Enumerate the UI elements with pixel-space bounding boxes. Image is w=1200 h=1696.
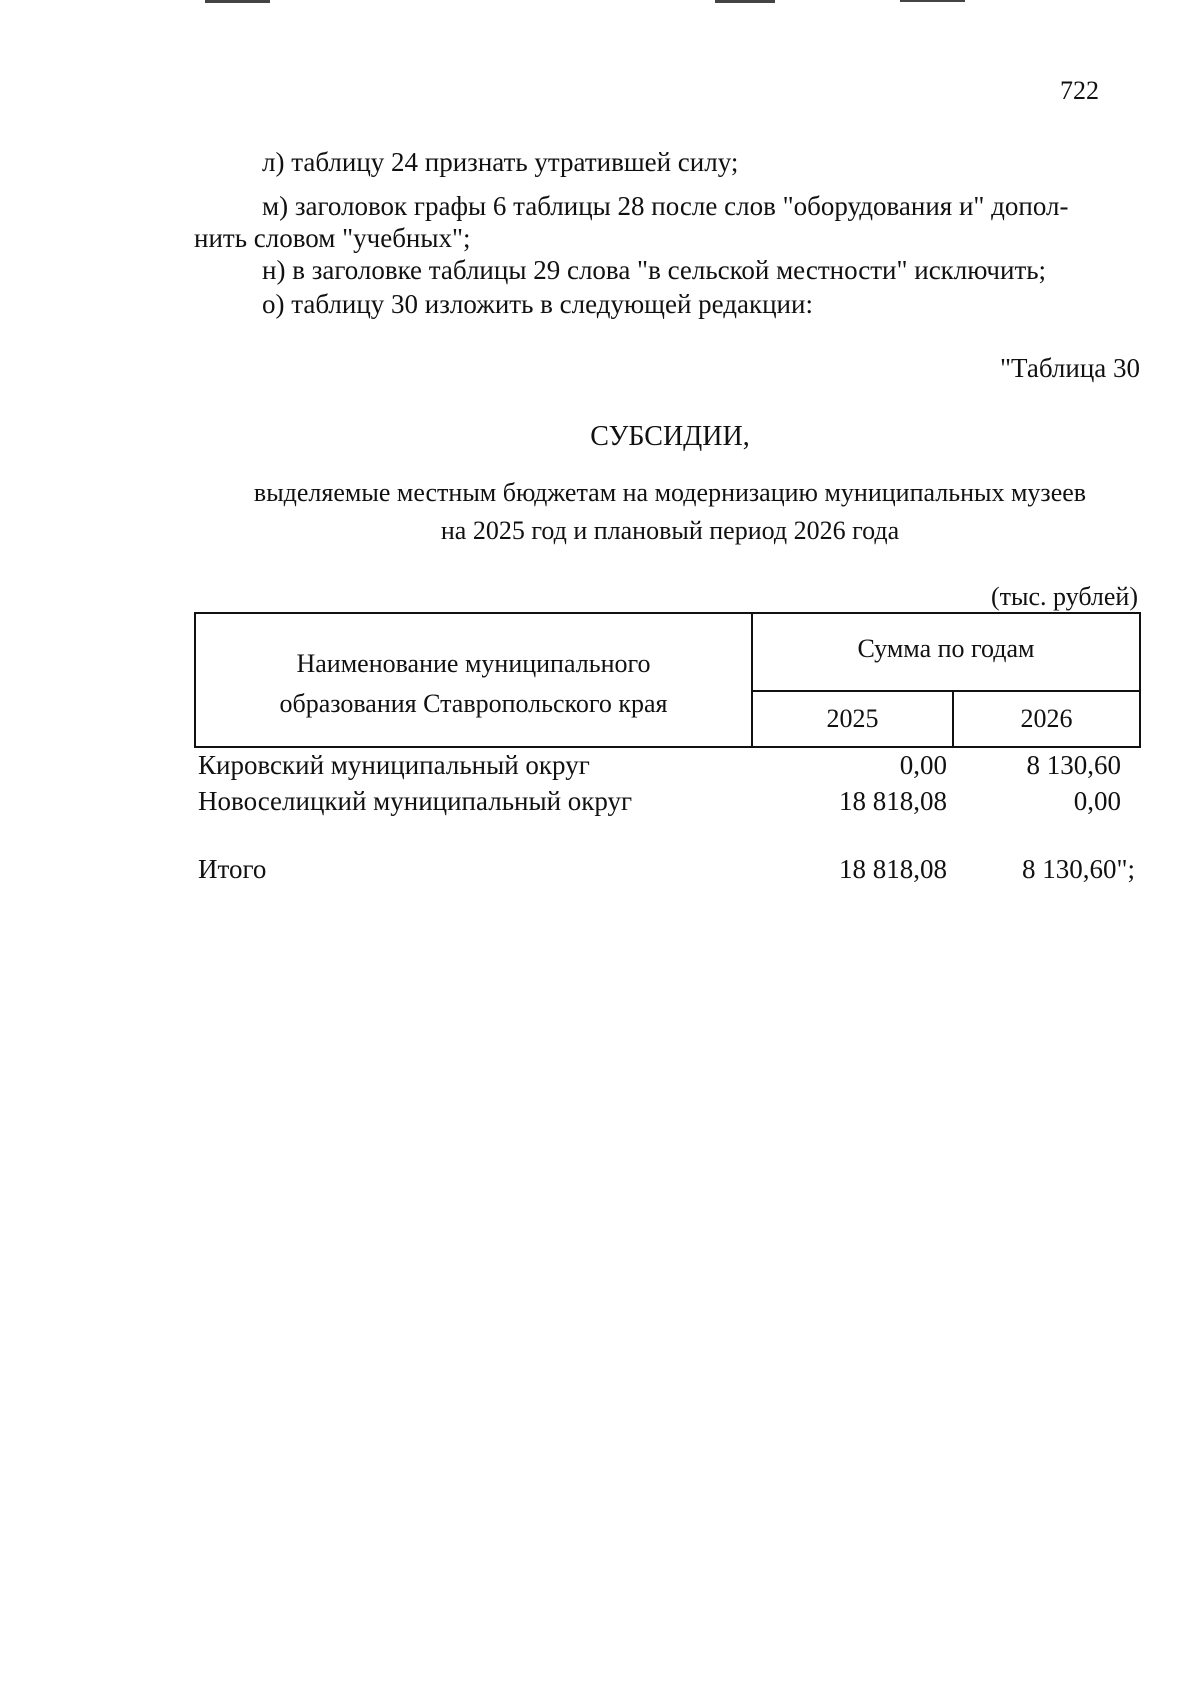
row-municipality: Кировский муниципальный округ bbox=[198, 750, 590, 780]
table-row bbox=[194, 786, 1141, 822]
paragraph-o: о) таблицу 30 изложить в следующей редакции: bbox=[262, 289, 813, 319]
total-value-2025: 18 818,08 bbox=[839, 854, 947, 884]
scan-artifact-left bbox=[205, 0, 270, 3]
header-municipality-line-1: Наименование муниципального bbox=[296, 649, 651, 678]
table-header bbox=[194, 612, 1141, 748]
subheading-line-2: на 2025 год и плановый период 2026 года bbox=[440, 516, 900, 545]
total-value-2026: 8 130,60"; bbox=[1021, 854, 1135, 884]
paragraph-m-continued: нить словом "учебных"; bbox=[194, 223, 471, 253]
total-label: Итого bbox=[198, 854, 267, 884]
units-label: (тыс. рублей) bbox=[990, 582, 1138, 611]
page-number: 722 bbox=[1060, 76, 1099, 105]
row-value-2025: 0,00 bbox=[899, 750, 947, 780]
scan-artifact-middle bbox=[715, 0, 775, 3]
header-year-2026: 2026 bbox=[1020, 704, 1073, 733]
document-subheading bbox=[100, 474, 1200, 550]
row-value-2025: 18 818,08 bbox=[839, 786, 947, 816]
header-municipality bbox=[196, 644, 751, 724]
document-heading: СУБСИДИИ, bbox=[590, 421, 750, 452]
subheading-line-1: выделяемые местным бюджетам на модернизацию муниципальных музеев bbox=[253, 478, 1087, 507]
header-sum-by-years: Сумма по годам bbox=[857, 634, 1035, 663]
header-year-2025: 2025 bbox=[826, 704, 879, 733]
row-municipality: Новоселицкий муниципальный округ bbox=[198, 786, 633, 816]
paragraph-m: м) заголовок графы 6 таблицы 28 после слов "оборудования и" допол- bbox=[262, 191, 1069, 221]
row-value-2026: 0,00 bbox=[1073, 786, 1121, 816]
table-reference: "Таблица 30 bbox=[1000, 353, 1140, 383]
scan-artifact-right bbox=[900, 0, 965, 2]
header-municipality-line-2: образования Ставропольского края bbox=[279, 689, 668, 718]
row-value-2026: 8 130,60 bbox=[1026, 750, 1121, 780]
table-total-row bbox=[194, 854, 1141, 890]
header-divider-horizontal bbox=[751, 690, 1139, 692]
table-row bbox=[194, 750, 1141, 786]
paragraph-n: н) в заголовке таблицы 29 слова "в сельской местности" исключить; bbox=[262, 255, 1047, 285]
paragraph-l: л) таблицу 24 признать утратившей силу; bbox=[262, 147, 739, 177]
